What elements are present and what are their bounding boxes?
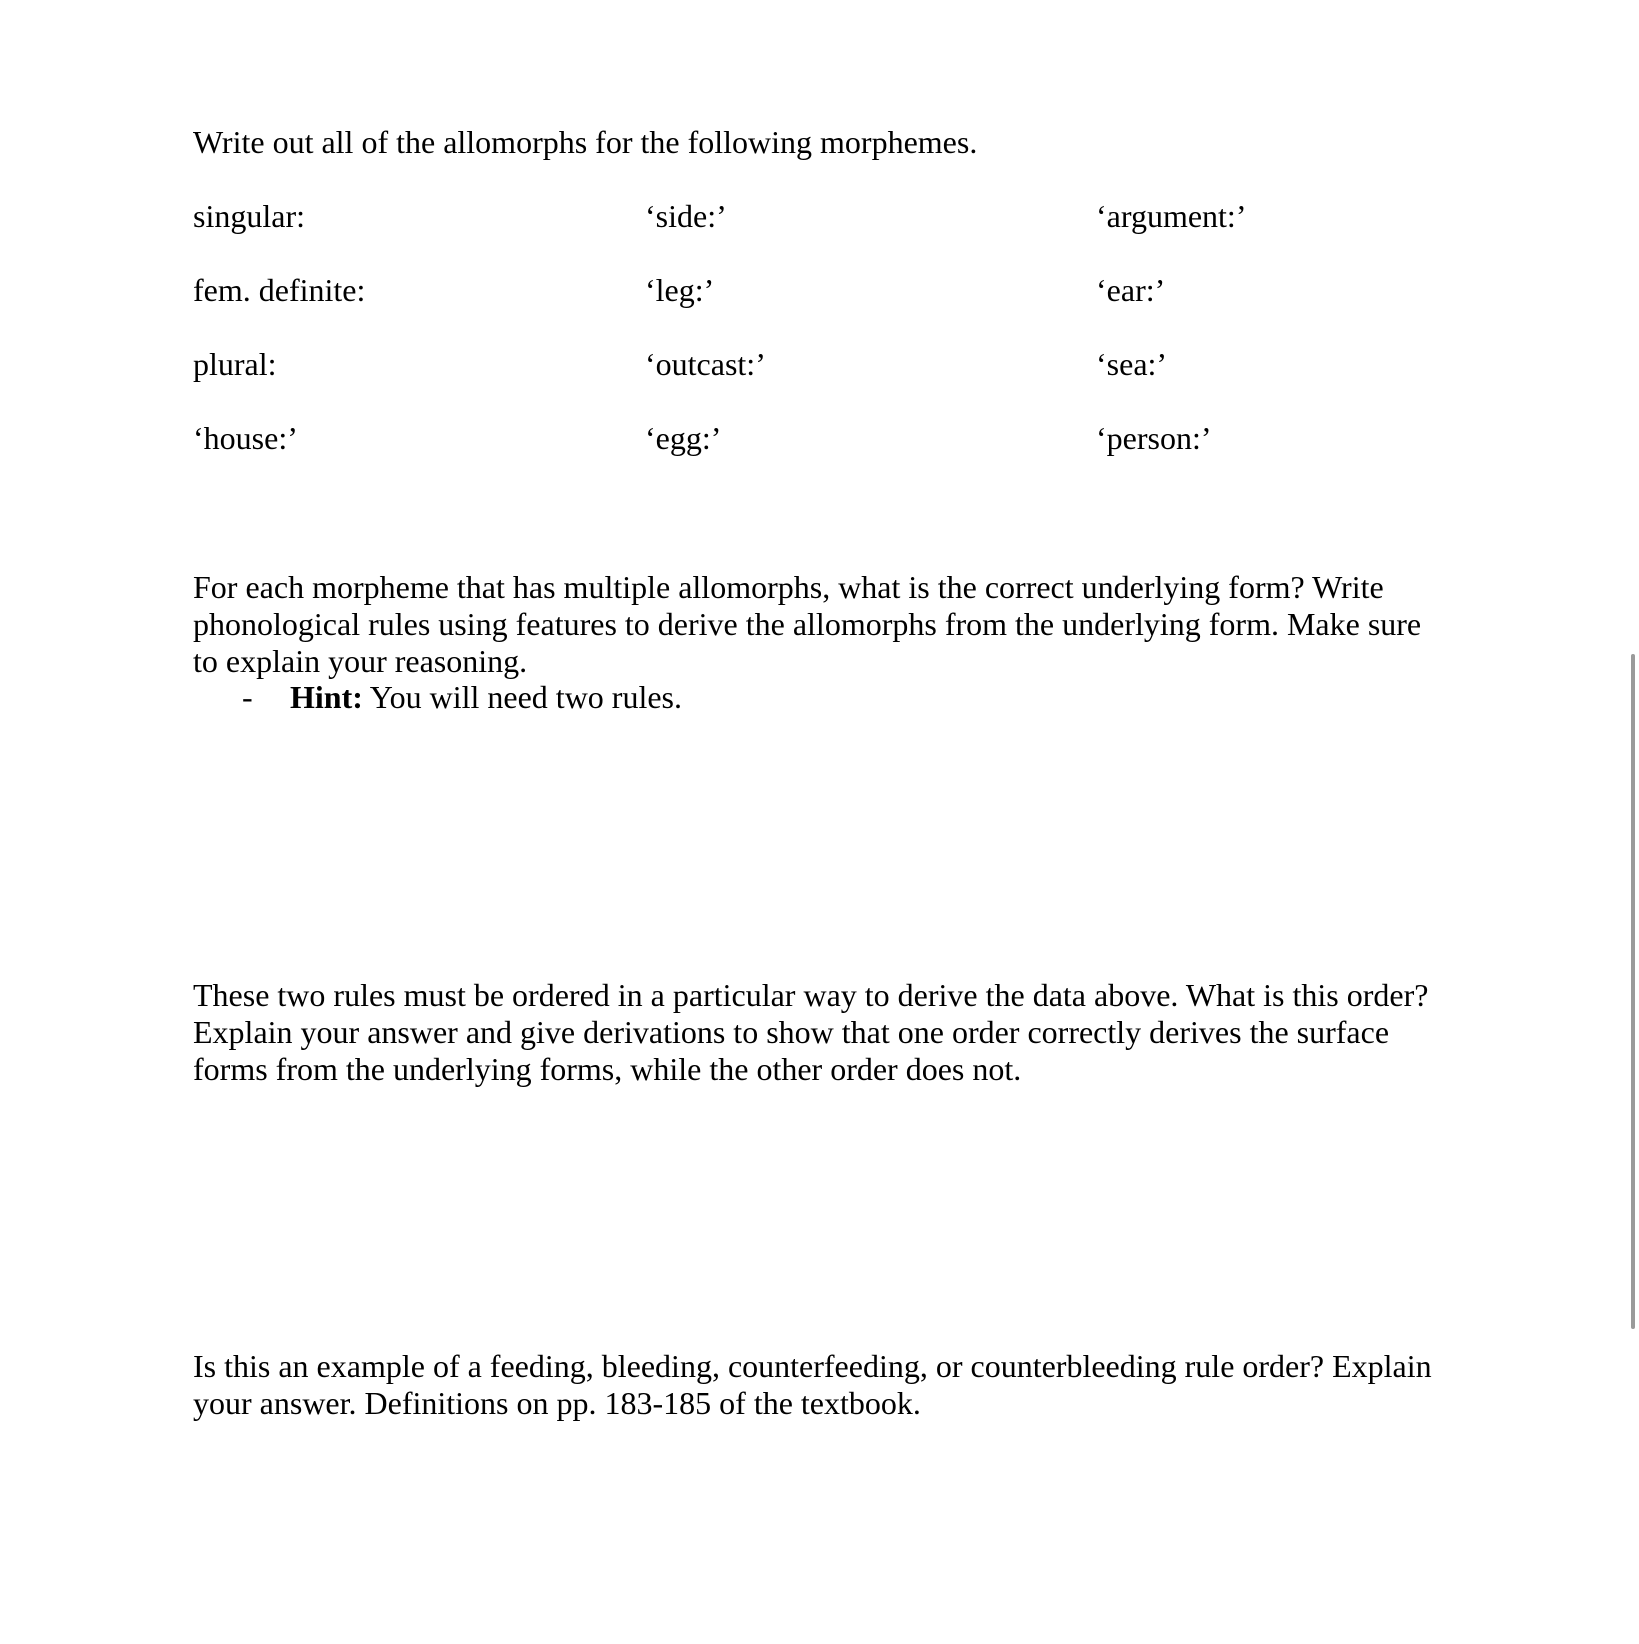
morpheme-label: ‘ear:’ bbox=[1096, 272, 1166, 308]
vertical-scrollbar[interactable] bbox=[1631, 654, 1635, 1329]
paragraph-line: Explain your answer and give derivations to show that one order correctly derives the surface bbox=[193, 1014, 1390, 1050]
paragraph-line: your answer. Definitions on pp. 183-185 of the textbook. bbox=[193, 1385, 921, 1421]
morpheme-label: ‘outcast:’ bbox=[645, 346, 766, 382]
paragraph-line: Is this an example of a feeding, bleeding, counterfeeding, or counterbleeding rule order? Explain bbox=[193, 1348, 1432, 1384]
morpheme-label: ‘sea:’ bbox=[1096, 346, 1168, 382]
morpheme-label: ‘house:’ bbox=[193, 420, 298, 456]
morpheme-label: ‘egg:’ bbox=[645, 420, 722, 456]
morpheme-label: ‘side:’ bbox=[645, 198, 727, 234]
hint-text: You will need two rules. bbox=[362, 679, 682, 715]
paragraph-line: forms from the underlying forms, while the other order does not. bbox=[193, 1051, 1022, 1087]
morpheme-label: singular: bbox=[193, 198, 305, 234]
paragraph-line: to explain your reasoning. bbox=[193, 643, 528, 679]
paragraph-line: phonological rules using features to derive the allomorphs from the underlying form. Make sure bbox=[193, 606, 1422, 642]
morpheme-label: fem. definite: bbox=[193, 272, 366, 308]
paragraph-line: For each morpheme that has multiple allomorphs, what is the correct underlying form? Write bbox=[193, 569, 1384, 605]
paragraph-line: These two rules must be ordered in a particular way to derive the data above. What is this order? bbox=[193, 977, 1429, 1013]
hint-label: Hint: bbox=[290, 679, 363, 715]
morpheme-label: ‘leg:’ bbox=[645, 272, 715, 308]
hint-line bbox=[290, 678, 682, 716]
intro-instruction: Write out all of the allomorphs for the following morphemes. bbox=[193, 124, 978, 160]
bullet-dash: - bbox=[242, 679, 253, 715]
morpheme-label: plural: bbox=[193, 346, 277, 382]
morpheme-label: ‘person:’ bbox=[1096, 420, 1212, 456]
morpheme-label: ‘argument:’ bbox=[1096, 198, 1247, 234]
